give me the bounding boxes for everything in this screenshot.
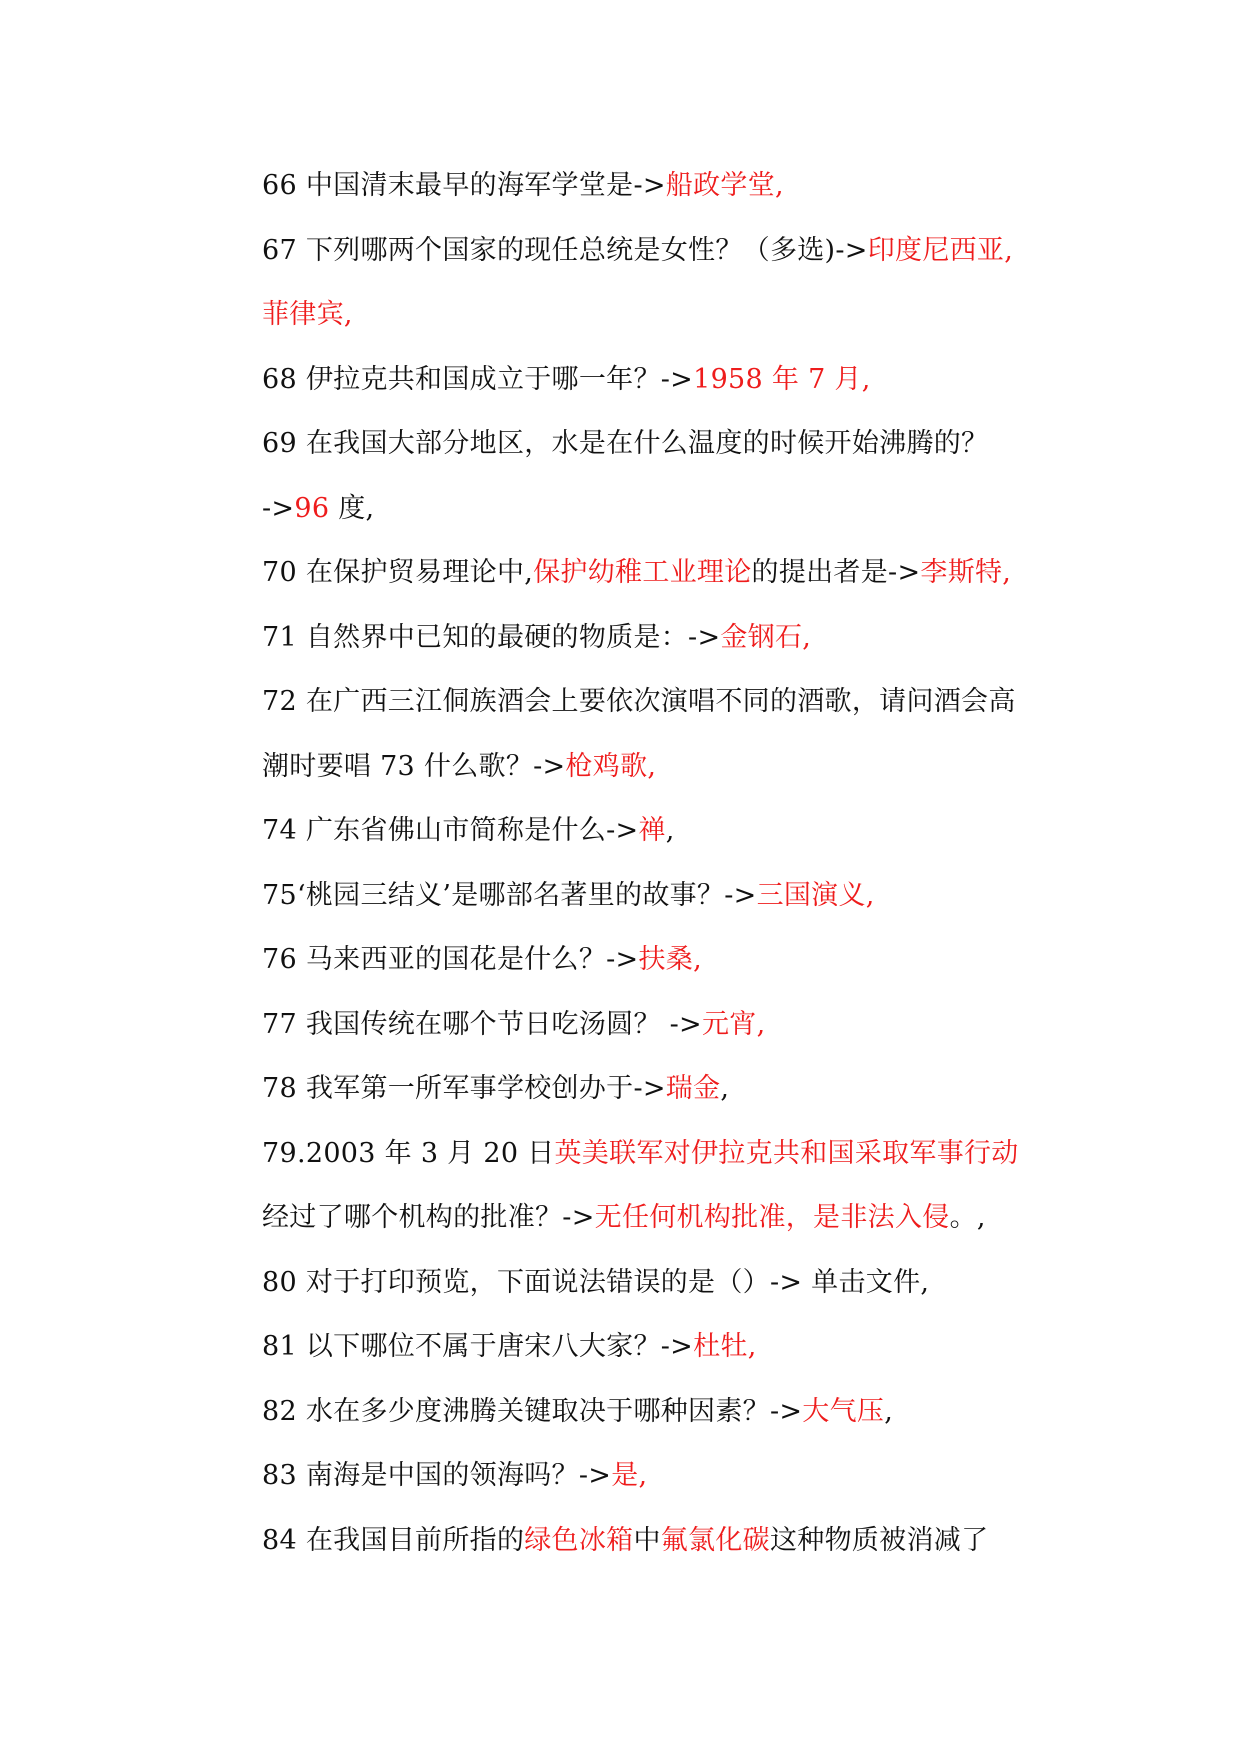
question-text: 经过了哪个机构的批准？->	[262, 1202, 595, 1233]
question-text: 72 在广西三江侗族酒会上要依次演唱不同的酒歌，请问酒会高	[262, 686, 1016, 717]
question-text: 69 在我国大部分地区，水是在什么温度的时候开始沸腾的？	[262, 428, 989, 459]
text-line	[262, 1057, 1062, 1122]
text-line	[262, 1315, 1062, 1380]
answer-text: 禅	[638, 815, 666, 846]
answer-text: 96	[294, 492, 330, 524]
answer-text: 英美联军对伊拉克共和国采取军事行动	[554, 1137, 1019, 1169]
answer-text: 元宵,	[701, 1008, 766, 1040]
answer-text: 枪鸡歌,	[565, 750, 657, 782]
text-line	[262, 799, 1062, 864]
answer-text: 李斯特,	[920, 557, 1012, 588]
question-text: 81 以下哪位不属于唐宋八大家？->	[262, 1331, 694, 1362]
question-text: 67 下列哪两个国家的现任总统是女性？（多选)->	[262, 234, 868, 266]
answer-text: 是,	[611, 1460, 648, 1491]
question-text: 82 水在多少度沸腾关键取决于哪种因素？->	[262, 1395, 803, 1427]
question-text: ,	[884, 1395, 894, 1427]
answer-text: 扶桑,	[638, 944, 702, 975]
answer-text: 氟氯化碳	[660, 1524, 770, 1556]
text-line	[262, 993, 1062, 1058]
question-text: 的提出者是->	[751, 557, 921, 588]
question-text: 68 伊拉克共和国成立于哪一年？->	[262, 363, 694, 395]
text-line	[262, 477, 1062, 542]
text-line	[262, 928, 1062, 993]
question-text: 79.2003 年 3 月 20 日	[262, 1137, 555, 1169]
text-line	[262, 864, 1062, 929]
question-text: 71 自然界中已知的最硬的物质是：->	[262, 621, 721, 653]
answer-text: 船政学堂,	[665, 170, 784, 201]
question-text: 。,	[949, 1202, 986, 1233]
question-text: 中	[633, 1524, 661, 1556]
answer-text: 金钢石,	[720, 621, 812, 653]
question-text: 潮时要唱 73 什么歌？->	[262, 750, 566, 782]
question-text: 80 对于打印预览，下面说法错误的是（）-> 单击文件,	[262, 1266, 930, 1298]
text-line	[262, 735, 1062, 800]
text-line	[262, 348, 1062, 413]
text-line	[262, 1509, 1062, 1574]
question-text: ->	[262, 492, 295, 524]
question-text: 75‘桃园三结义’是哪部名著里的故事？->	[262, 879, 757, 911]
question-text: 66 中国清末最早的海军学堂是->	[262, 170, 666, 201]
answer-text: 绿色冰箱	[524, 1524, 634, 1556]
question-text: 78 我军第一所军事学校创办于->	[262, 1073, 666, 1104]
text-line	[262, 606, 1062, 671]
answer-text: 无任何机构批准，是非法入侵	[594, 1202, 950, 1233]
answer-text: 三国演义,	[756, 879, 875, 911]
question-text: ,	[720, 1073, 730, 1104]
question-text: 74 广东省佛山市简称是什么->	[262, 815, 639, 846]
question-text: 这种物质被消减了	[769, 1524, 989, 1556]
text-line	[262, 1380, 1062, 1445]
answer-text: 瑞金	[665, 1073, 721, 1104]
question-text: 77 我国传统在哪个节日吃汤圆？ ->	[262, 1008, 702, 1040]
text-line	[262, 670, 1062, 735]
text-line	[262, 412, 1062, 477]
text-line	[262, 283, 1062, 348]
question-text: 70 在保护贸易理论中,	[262, 557, 534, 588]
text-line	[262, 219, 1062, 284]
question-text: 度,	[329, 492, 375, 524]
text-line	[262, 541, 1062, 606]
question-text: ,	[665, 815, 675, 846]
answer-text: 杜牡,	[693, 1331, 757, 1362]
text-line	[262, 1444, 1062, 1509]
question-text: 83 南海是中国的领海吗？->	[262, 1460, 612, 1491]
answer-text: 菲律宾,	[262, 299, 353, 330]
question-text: 76 马来西亚的国花是什么？->	[262, 944, 639, 975]
text-line	[262, 154, 1062, 219]
answer-text: 保护幼稚工业理论	[533, 557, 752, 588]
question-text: 84 在我国目前所指的	[262, 1524, 525, 1556]
answer-text: 印度尼西亚,	[867, 234, 1014, 266]
answer-text: 大气压	[802, 1395, 885, 1427]
text-line	[262, 1122, 1062, 1187]
quiz-text-body	[262, 154, 1062, 1573]
text-line	[262, 1186, 1062, 1251]
text-line	[262, 1251, 1062, 1316]
answer-text: 1958 年 7 月,	[693, 363, 871, 395]
